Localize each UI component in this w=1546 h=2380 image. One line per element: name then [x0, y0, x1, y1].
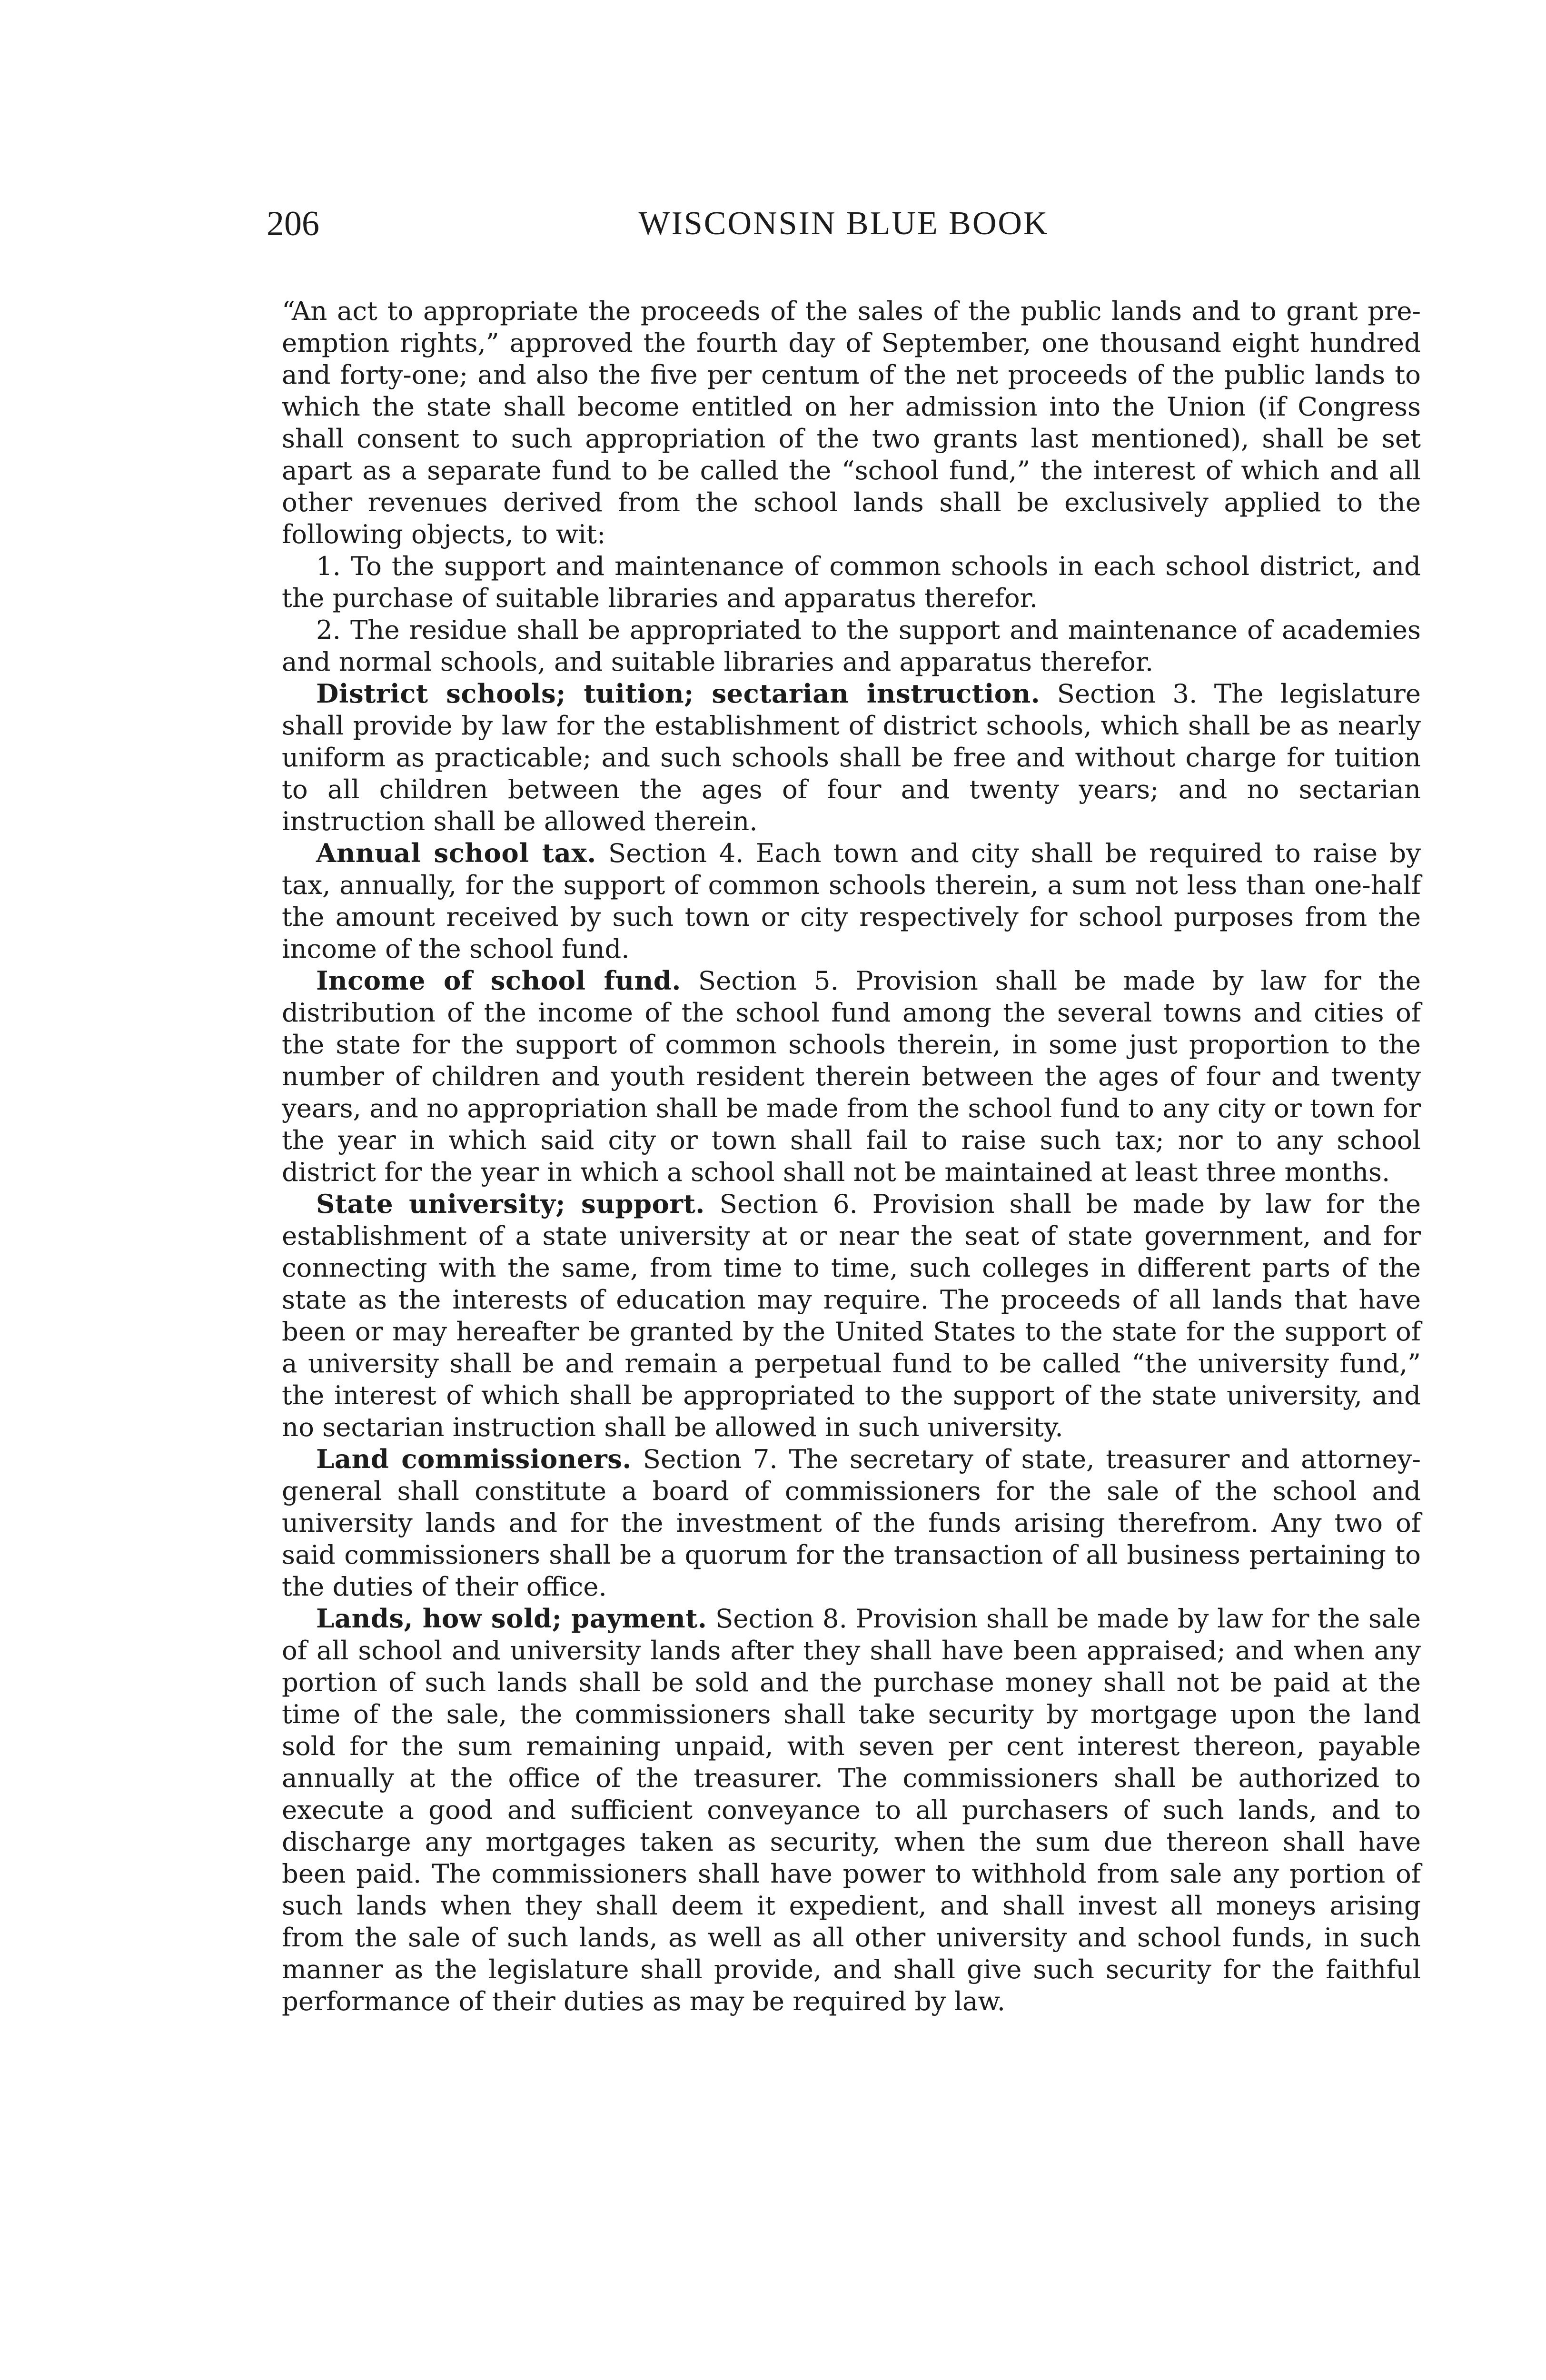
section-heading: State university; support.: [316, 1189, 705, 1219]
paragraph-text: “An act to appropriate the proceeds of the sales of the public lands and to grant pre-emption rights,” approved the fourth day of September, one thousand eight hundred and forty-one; and also the five per centum of the net proceeds of the public lands to which the state shall become entitled on her admission into the Union (if Congress shall consent to such appropriation of the two grants last mentioned), shall be set apart as a separate fund to be called the “school fund,” the interest of which and all other revenues derived from the school lands shall be exclusively applied to the following objects, to wit:: [282, 296, 1421, 549]
section-heading: Income of school fund.: [316, 965, 681, 996]
paragraph-item-2: [282, 614, 1421, 678]
body-text: [282, 295, 1421, 2017]
section-8-paragraph: [282, 1603, 1421, 2017]
page-header: [267, 200, 1421, 257]
paragraph-item-1: [282, 550, 1421, 614]
page-number: 206: [267, 204, 319, 243]
paragraph-text: 2. The residue shall be appropriated to the support and maintenance of academies and normal schools, and suitable libraries and apparatus therefor.: [282, 615, 1421, 677]
section-5-paragraph: [282, 965, 1421, 1188]
section-heading: Land commissioners.: [316, 1444, 632, 1474]
section-7-paragraph: [282, 1443, 1421, 1603]
paragraph-text: Section 6. Provision shall be made by law for the establishment of a state university at or near the seat of state government, and for connecting with the same, from time to time, such colleges in different parts of the state as the interests of education may require. The proceeds of all lands that have been or may hereafter be granted by the United States to the state for the support of a university shall be and remain a perpetual fund to be called “the university fund,” the interest of which shall be appropriated to the support of the state university, and no sectarian instruction shall be allowed in such university.: [282, 1189, 1421, 1442]
running-title: WISCONSIN BLUE BOOK: [638, 205, 1049, 242]
section-6-paragraph: [282, 1188, 1421, 1443]
paragraph-text: Section 5. Provision shall be made by law for the distribution of the income of the school fund among the several towns and cities of the state for the support of common schools therein, in some just proportion to the number of children and youth resident therein between the ages of four and twenty years, and no appropriation shall be made from the school fund to any city or town for the year in which said city or town shall fail to raise such tax; nor to any school district for the year in which a school shall not be maintained at least three months.: [282, 965, 1421, 1187]
section-4-paragraph: [282, 837, 1421, 965]
section-3-paragraph: [282, 678, 1421, 837]
paragraph-text: 1. To the support and maintenance of common schools in each school district, and the purchase of suitable libraries and apparatus therefor.: [282, 551, 1421, 613]
paragraph-text: Section 7. The secretary of state, treasurer and attorney-general shall constitute a board of commissioners for the sale of the school and university lands and for the investment of the funds arising therefrom. Any two of said commissioners shall be a quorum for the transaction of all business pertaining to the duties of their office.: [282, 1444, 1421, 1602]
paragraph-text: Section 3. The legislature shall provide by law for the establishment of district schools, which shall be as nearly uniform as practicable; and such schools shall be free and without charge for tuition to all children between the ages of four and twenty years; and no sectarian instruction shall be allowed therein.: [282, 678, 1421, 836]
paragraph-text: Section 4. Each town and city shall be required to raise by tax, annually, for the support of common schools therein, a sum not less than one-half the amount received by such town or city respectively for school purposes from the income of the school fund.: [282, 838, 1421, 964]
section-heading: Lands, how sold; payment.: [316, 1603, 707, 1634]
paragraph-text: Section 8. Provision shall be made by law for the sale of all school and university lands after they shall have been appraised; and when any portion of such lands shall be sold and the purchase money shall not be paid at the time of the sale, the commissioners shall take security by mortgage upon the land sold for the sum remaining unpaid, with seven per cent interest thereon, payable annually at the office of the treasurer. The commissioners shall be authorized to execute a good and sufficient conveyance to all purchasers of such lands, and to discharge any mortgages taken as security, when the sum due thereon shall have been paid. The commissioners shall have power to withhold from sale any portion of such lands when they shall deem it expedient, and shall invest all moneys arising from the sale of such lands, as well as all other university and school funds, in such manner as the legislature shall provide, and shall give such security for the faithful performance of their duties as may be required by law.: [282, 1603, 1421, 2016]
paragraph-continuation: [282, 295, 1421, 550]
section-heading: Annual school tax.: [316, 838, 596, 868]
section-heading: District schools; tuition; sectarian instruction.: [316, 678, 1041, 709]
